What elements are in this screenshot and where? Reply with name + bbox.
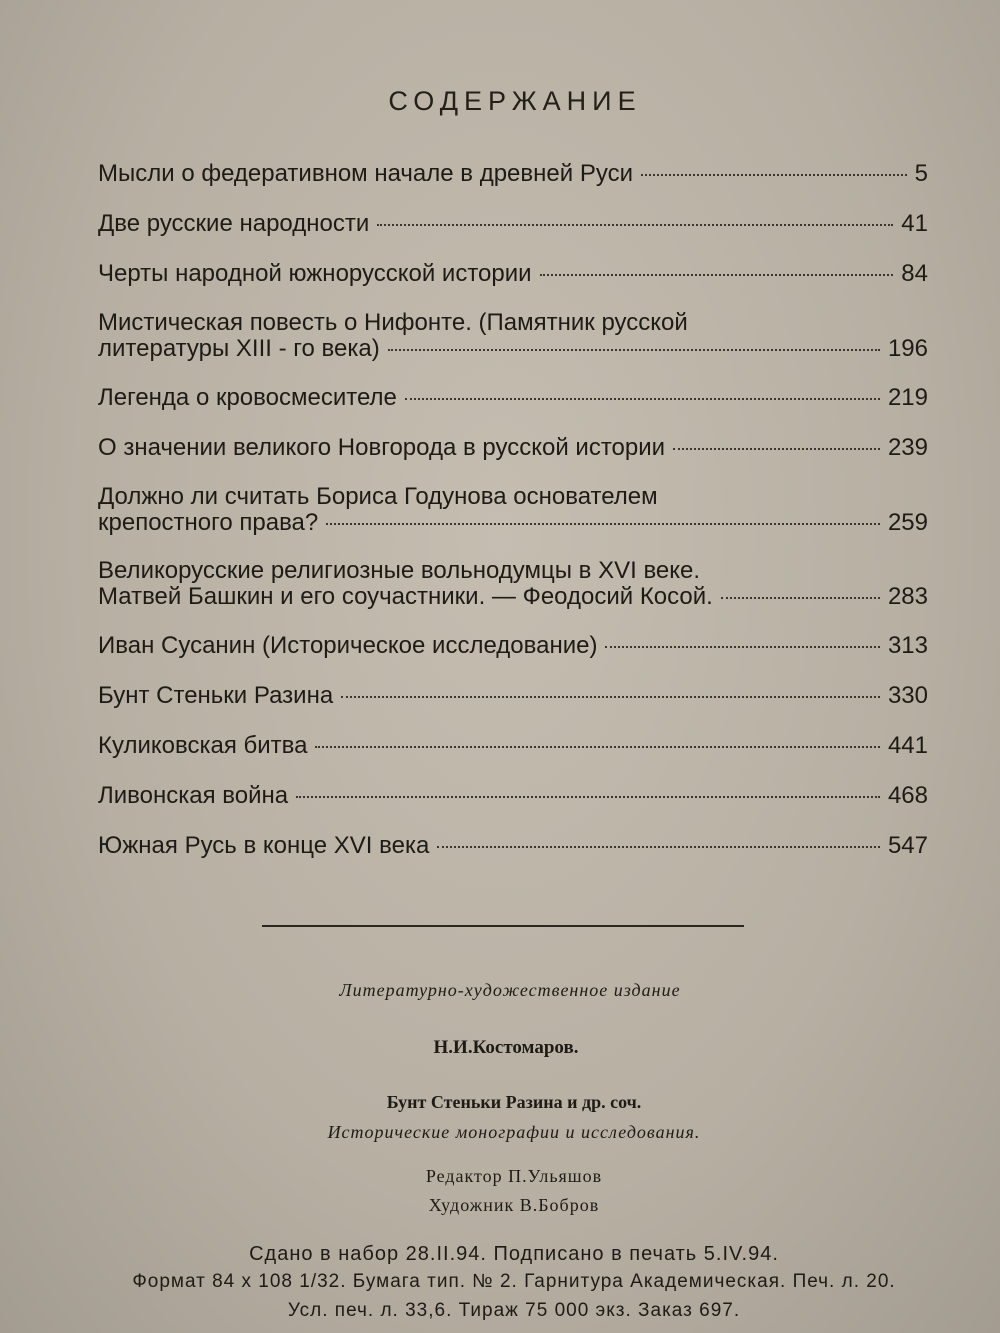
toc-entry-page: 5: [914, 160, 928, 187]
toc-entry-page: 239: [887, 434, 928, 461]
toc-entry-page: 468: [887, 782, 928, 809]
toc-entry-page: 283: [887, 583, 928, 610]
toc-entry-title: Южная Русь в конце XVI века: [98, 832, 430, 859]
toc-leader-dots: [673, 448, 880, 450]
separator-rule: [262, 925, 744, 927]
toc-entry-title-line1: Мистическая повесть о Нифонте. (Памятник русской: [98, 309, 688, 336]
editor-credit: Редактор П.Ульяшов: [425, 1166, 603, 1186]
toc-entry-title-line2: крепостного права?: [98, 509, 319, 536]
book-title: Бунт Стеньки Разина и др. соч.: [386, 1092, 642, 1112]
toc-entry-title: Легенда о кровосмесителе: [98, 384, 397, 411]
toc-leader-dots: [388, 349, 880, 351]
toc-entry-page: 84: [901, 260, 928, 287]
toc-entry: [98, 782, 928, 832]
toc-leader-dots: [315, 746, 879, 748]
book-subtitle: Исторические монографии и исследования.: [327, 1122, 701, 1142]
toc-entry-page: 330: [887, 682, 928, 709]
toc-leader-dots: [377, 224, 893, 226]
toc-entry-title: Мысли о федеративном начале в древней Руси: [98, 160, 633, 187]
toc-entry-title: Иван Сусанин (Историческое исследование): [98, 632, 598, 659]
toc-entry: [98, 384, 928, 434]
print-format: Формат 84 х 108 1/32. Бумага тип. № 2. Гарнитура Академическая. Печ. л. 20.: [132, 1271, 896, 1292]
toc-leader-dots: [641, 174, 907, 176]
toc-entry-page: 313: [887, 632, 928, 659]
toc-entry: [98, 832, 928, 882]
toc-entry-page: 547: [887, 832, 928, 859]
toc-entry-page: 219: [887, 384, 928, 411]
toc-entry: [98, 632, 928, 682]
toc-leader-dots: [721, 597, 880, 599]
toc-entry: [98, 310, 928, 384]
toc-entry-title: Две русские народности: [98, 210, 370, 237]
toc-entry-title-line2: Матвей Башкин и его соучастники. — Феодосий Косой.: [98, 583, 713, 610]
toc-entry: [98, 732, 928, 782]
toc-entry: [98, 682, 928, 732]
print-run: Усл. печ. л. 33,6. Тираж 75 000 экз. Заказ 697.: [287, 1300, 741, 1321]
toc-leader-dots: [296, 796, 880, 798]
toc-entry-page: 259: [887, 509, 928, 536]
toc-entry-title-line1: Должно ли считать Бориса Годунова основателем: [98, 483, 658, 510]
toc-entry-page: 41: [901, 210, 928, 237]
toc-entry-title-line1: Великорусские религиозные вольнодумцы в XVI веке.: [98, 557, 701, 584]
toc-entry-title: Черты народной южнорусской истории: [98, 260, 532, 287]
toc-entry-title: Бунт Стеньки Разина: [98, 682, 334, 709]
author-name: Н.И.Костомаров.: [433, 1037, 579, 1058]
toc-leader-dots: [341, 696, 880, 698]
toc-entry: [98, 484, 928, 558]
contents-heading: СОДЕРЖАНИЕ: [388, 86, 642, 116]
toc-entry: [98, 260, 928, 310]
edition-type: Литературно-художественное издание: [339, 980, 681, 1000]
toc-entry: [98, 210, 928, 260]
toc-entry-title-line2: литературы XIII - го века): [98, 335, 380, 362]
toc-entry: [98, 434, 928, 484]
table-of-contents: [98, 160, 928, 882]
artist-credit: Художник В.Бобров: [428, 1195, 600, 1215]
print-dates: Сдано в набор 28.II.94. Подписано в печать 5.IV.94.: [249, 1243, 779, 1265]
toc-entry-page: 196: [887, 335, 928, 362]
toc-entry-page: 441: [887, 732, 928, 759]
toc-leader-dots: [437, 846, 880, 848]
toc-entry-title: Куликовская битва: [98, 732, 308, 759]
toc-leader-dots: [326, 523, 880, 525]
toc-leader-dots: [540, 274, 894, 276]
toc-leader-dots: [605, 646, 880, 648]
toc-leader-dots: [405, 398, 880, 400]
toc-entry: [98, 160, 928, 210]
toc-entry-title: Ливонская война: [98, 782, 289, 809]
toc-entry-title: О значении великого Новгорода в русской истории: [98, 434, 666, 461]
toc-entry: [98, 558, 928, 632]
